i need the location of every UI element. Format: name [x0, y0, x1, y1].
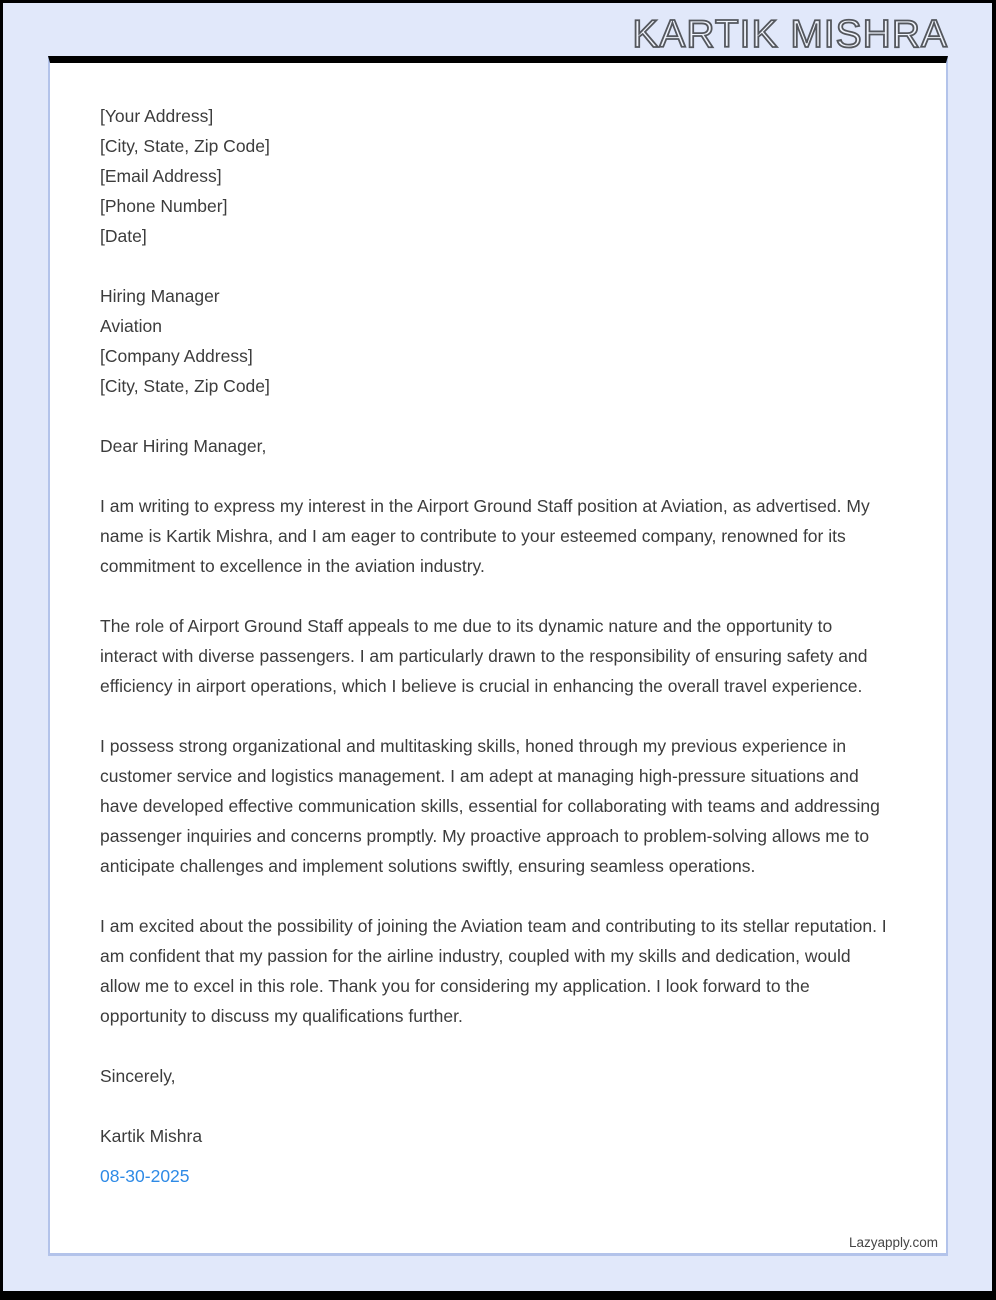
letter-document [48, 56, 948, 1256]
watermark-text: Lazyapply.com [848, 1235, 938, 1250]
recipient-line: [Company Address] [100, 346, 253, 366]
salutation: Dear Hiring Manager, [100, 436, 267, 456]
recipient-line: Hiring Manager [100, 286, 220, 306]
page-title: KARTIK MISHRA [632, 13, 948, 57]
recipient-line: [City, State, Zip Code] [100, 376, 270, 396]
letter-paragraph: The role of Airport Ground Staff appeals to me due to its dynamic nature and the opportunity to interact with diverse passengers. I am particularly drawn to the responsibility of ensuring safety and efficiency in airport operations, which I believe is crucial in enhancing the overall travel experience. [100, 616, 868, 696]
sender-address-line: [Your Address] [100, 106, 214, 126]
letter-paragraph: I am excited about the possibility of joining the Aviation team and contributing to its stellar reputation. I am confident that my passion for the airline industry, coupled with my skills and dedication, would allow me to excel in this role. Thank you for considering my application. I look forward to the opportunity to discuss my qualifications further. [100, 916, 887, 1026]
sender-address-line: [Date] [100, 226, 147, 246]
signature-name: Kartik Mishra [100, 1126, 203, 1146]
recipient-line: Aviation [100, 316, 162, 336]
sender-address-line: [Phone Number] [100, 196, 228, 216]
sender-address-block [100, 101, 891, 251]
page-header [48, 3, 948, 56]
recipient-address-block [100, 281, 891, 401]
letter-paragraph: I am writing to express my interest in the Airport Ground Staff position at Aviation, as advertised. My name is Kartik Mishra, and I am eager to contribute to your esteemed company, renowned for its commitment to excellence in the aviation industry. [100, 496, 870, 576]
letter-paragraph: I possess strong organizational and multitasking skills, honed through my previous experience in customer service and logistics management. I am adept at managing high-pressure situations and have developed effective communication skills, essential for collaborating with teams and addressing passenger inquiries and concerns promptly. My proactive approach to problem-solving allows me to anticipate challenges and implement solutions swiftly, ensuring seamless operations. [100, 736, 880, 876]
closing: Sincerely, [100, 1066, 176, 1086]
sender-address-line: [Email Address] [100, 166, 222, 186]
date-link[interactable]: 08-30-2025 [100, 1166, 190, 1186]
sender-address-line: [City, State, Zip Code] [100, 136, 270, 156]
